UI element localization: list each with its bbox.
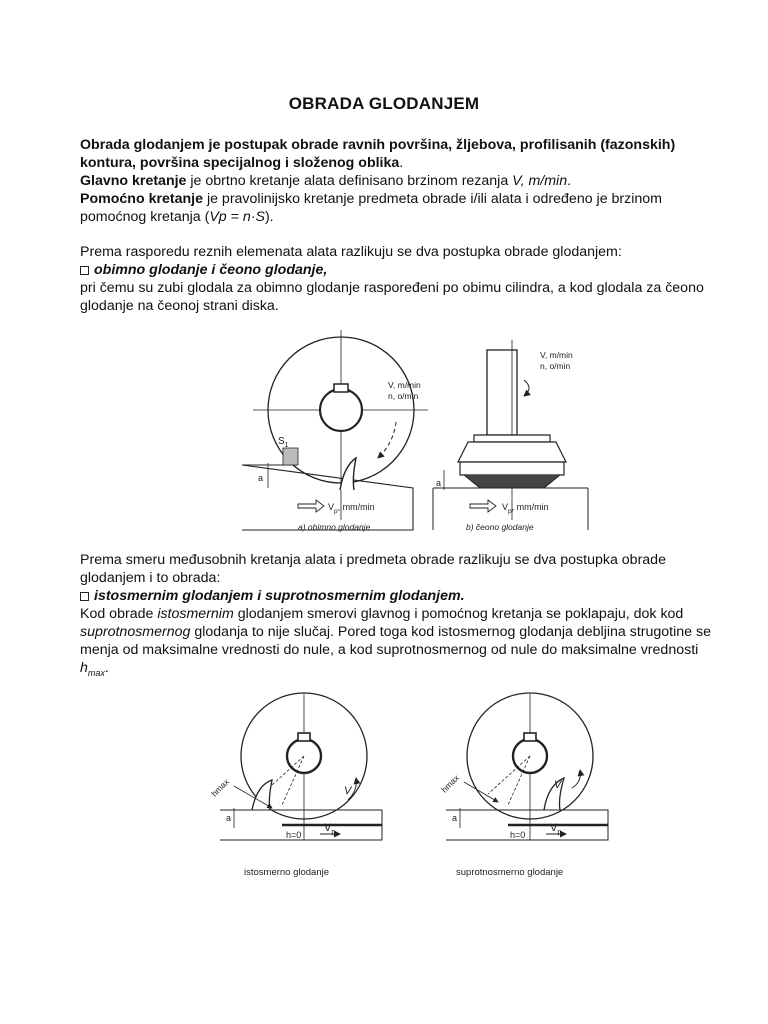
feed-per-tooth-label: $S_1$ bbox=[278, 436, 289, 449]
hmax-var: $h_{max}$ bbox=[80, 660, 105, 678]
climb-milling-diagram bbox=[209, 693, 382, 878]
face-milling-diagram bbox=[433, 340, 588, 532]
paragraph-climb-conventional: Prema smeru međusobnih kretanja alata i predmeta obrade razlikuju se dva postupka obrade glodanjem i to obrada: istosmernim glodanjem i suprotnosmernim glodanjem. Kod obrade istosmernim glodanjem smerovi glavnog i pomoćnog kretanja se poklapaju, dok kod suprotnosmernog glodanja to nije slučaj. Pored toga kod istosmernog glodanja debljina strugotine se menja od maksimalne vrednosti do nule, a kod suprotnosmernog od nule do maksimalne vrednosti $h_{max}$. bbox=[80, 552, 711, 678]
paragraph-tooth-arrangement: Prema rasporedu reznih elemenata alata razlikuju se dva postupka obrade glodanjem: obimno glodanje i čeono glodanje, pri čemu su zubi glodala za obimno glodanje raspoređeni po obimu cilindra, a kod glodala za čeono glodanje na čeonoj strani diska. bbox=[80, 244, 704, 314]
aux-motion-term: Pomoćno kretanje bbox=[80, 191, 203, 207]
depth-label-right: a bbox=[452, 813, 458, 823]
depth-label-left: a bbox=[226, 813, 232, 823]
feed-speed-label-a: $V_p$, mm/min bbox=[328, 502, 375, 515]
depth-label-b: a bbox=[436, 478, 442, 488]
caption-climb: istosmerno glodanje bbox=[244, 867, 330, 878]
caption-peripheral: a) obimno glodanje bbox=[298, 522, 371, 532]
hmax-label-right: hmax bbox=[439, 772, 462, 795]
bullet-peripheral-face: obimno glodanje i čeono glodanje, bbox=[94, 262, 328, 278]
h-zero-label-right: h=0 bbox=[510, 830, 526, 840]
speed-label-left: V bbox=[344, 785, 352, 797]
depth-label-a: a bbox=[258, 473, 264, 483]
intro-text: Obrada glodanjem je postupak obrade ravnih površina, žljebova, profilisanih (fazonskih) kontura, površina specijalnog i složenog oblika bbox=[80, 137, 676, 171]
bullet-box-icon bbox=[80, 592, 89, 601]
main-motion-term: Glavno kretanje bbox=[80, 173, 187, 189]
hmax-label-left: hmax bbox=[209, 776, 232, 799]
cutting-speed-var: V, m/min bbox=[512, 173, 568, 189]
speed-label-a: V, m/min bbox=[388, 380, 421, 390]
rpm-label-a: n, o/min bbox=[388, 391, 419, 401]
speed-label-right: V bbox=[554, 779, 562, 791]
feed-label-right: $V_p$ bbox=[550, 822, 562, 836]
paragraph-definitions: Obrada glodanjem je postupak obrade ravnih površina, žljebova, profilisanih (fazonskih) kontura, površina specijalnog i složenog oblika. Glavno kretanje je obrtno kretanje alata definisano brzinom rezanja V, m/min. Pomoćno kretanje je pravolinijsko kretanje predmeta obrade i/ili alata i određeno je brzinom pomoćnog kretanja (Vp = n·S). bbox=[80, 137, 676, 225]
bullet-box-icon bbox=[80, 266, 89, 275]
caption-conventional: suprotnosmerno glodanje bbox=[456, 867, 564, 878]
bullet-climb-conventional: istosmernim glodanjem i suprotnosmernim glodanjem. bbox=[94, 588, 465, 604]
feed-arrow-icon bbox=[298, 500, 324, 512]
feed-speed-formula: Vp = n·S bbox=[209, 209, 265, 225]
figure-climb-vs-conventional bbox=[209, 690, 632, 890]
peripheral-milling-diagram bbox=[242, 330, 428, 532]
document-title: OBRADA GLODANJEM bbox=[288, 94, 480, 113]
feed-arrow-icon bbox=[470, 500, 496, 512]
feed-label-left: $V_p$ bbox=[324, 822, 336, 836]
feed-speed-label-b: $V_p$, mm/min bbox=[502, 502, 549, 515]
speed-label-b: V, m/min bbox=[540, 350, 573, 360]
caption-face: b) čeono glodanje bbox=[466, 522, 534, 532]
figure-milling-types bbox=[228, 330, 608, 540]
h-zero-label-left: h=0 bbox=[286, 830, 302, 840]
rpm-label-b: n, o/min bbox=[540, 361, 571, 371]
conventional-milling-diagram bbox=[439, 693, 608, 878]
